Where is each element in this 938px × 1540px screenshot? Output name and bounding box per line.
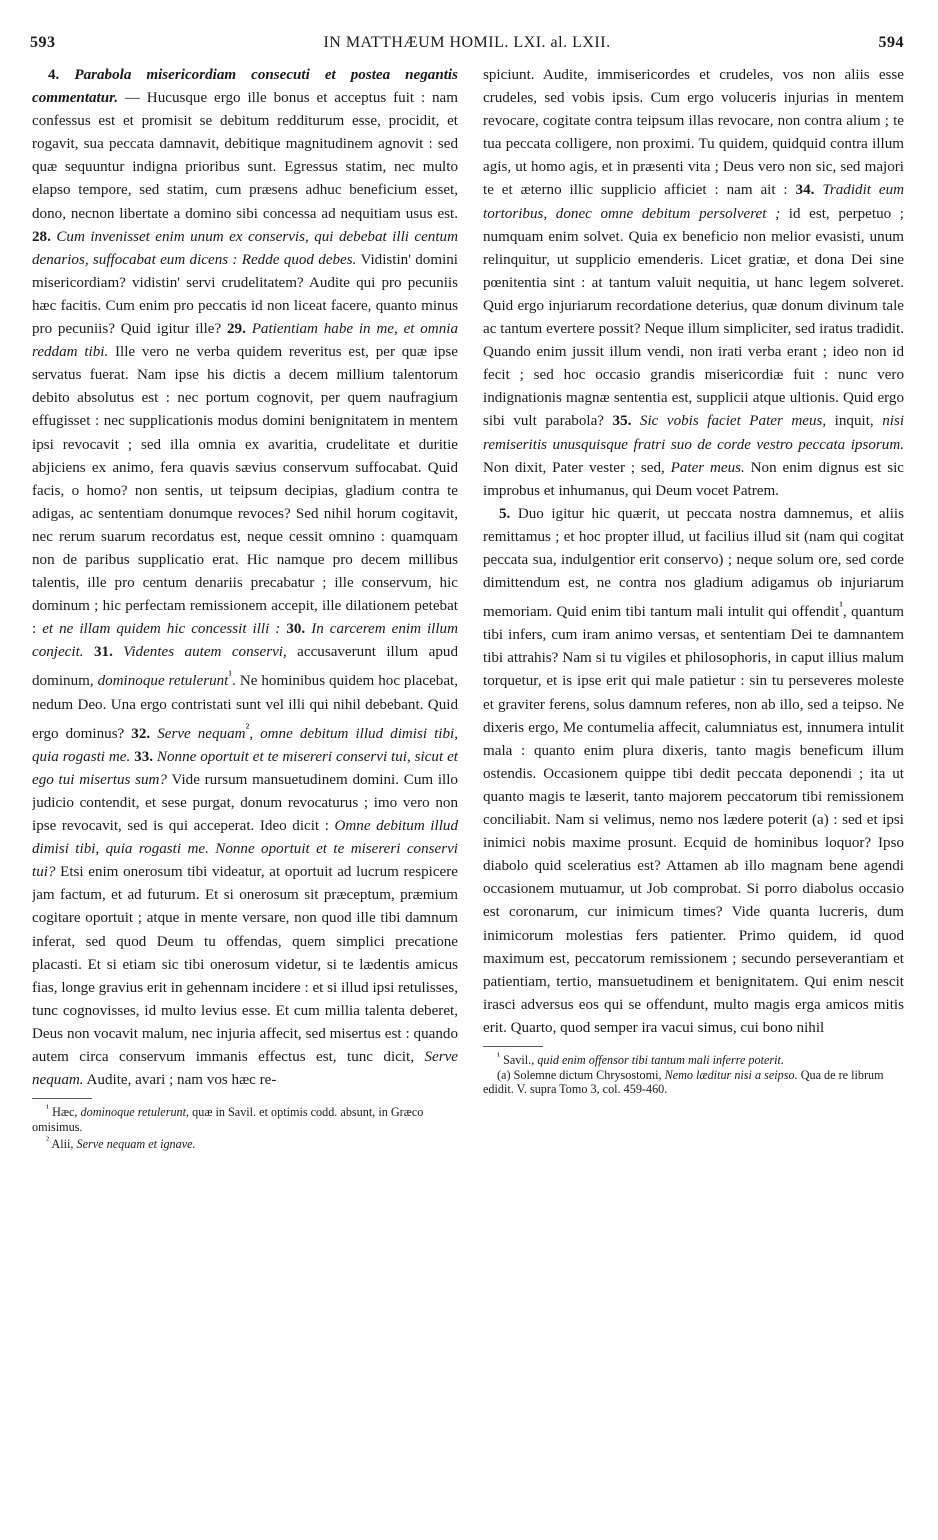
body-text: Non dixit, Pater vester ; sed, xyxy=(483,459,665,476)
footnote-text: Serve nequam et ignave. xyxy=(76,1137,196,1152)
footnote-2 xyxy=(32,1134,458,1152)
footnote-1 xyxy=(483,1050,904,1068)
body-text: id est, perpetuo ; numquam enim solvet. Quia ex beneficio non melior evasisti, unum relinquitur, ut supplicio emenderis. Licet gratiæ, et dona Dei sine pœnitentia sint : at tantum valuit nequitia, ut hanc legem solveret. Quid ergo injuriarum recordatione deterius, quæ donum divinum tale ac tantum evertere possit? Neque illum simpliciter, sed iratus tradidit. Quando enim jussit illum vendi, non irati verba erant ; ideo non id fecit ; sed hoc occasio grandis misericordiæ fuit : nunc vero indignationis magnæ sententia est, supplicii atque ultionis. Quid ergo sibi vult parabola? xyxy=(483,205,904,430)
verse-text: et ne illam quidem hic concessit illi : xyxy=(42,621,281,638)
footnote-marker: ² xyxy=(245,720,250,735)
page-number-left: 593 xyxy=(30,34,56,51)
verse-text: Omne debitum illud dimisi tibi, quia rogasti me. Nonne oportuit et te misereri conservi tui? xyxy=(32,818,458,881)
footnote-a xyxy=(483,1068,904,1097)
right-paragraph-continued xyxy=(483,64,904,503)
body-text: — Hucusque ergo ille bonus et acceptus fuit : nam confessus est et promisit se debitum redditurum esse, procidit, et rogavit, sua peccata damnavit, debitique magnitudinem agnovit : sed quæ sequuntur indigna prioribus sunt. Egressus statim, nec multo elapso tempore, sed statim, cum præsens adhuc beneficium esset, dono, necnon libertate a domino sibi concessa ad nequitiam usus est. xyxy=(32,90,458,222)
verse-number: 31. xyxy=(93,644,113,661)
footnote-text: Savil., xyxy=(503,1053,535,1068)
verse-text: Videntes autem conservi, xyxy=(123,644,287,661)
footnote-text: Hæc, xyxy=(52,1105,78,1120)
footnote-marker: ¹ xyxy=(46,1103,50,1115)
footnote-marker: ² xyxy=(46,1135,50,1147)
body-text: . Ne hominibus quidem hoc placebat, nedum Deo. Una ergo contristati sunt vel illi qui nihil debebant. Quid ergo dominus? xyxy=(32,673,458,742)
footnote-marker: ¹ xyxy=(497,1050,501,1062)
footnote-text: dominoque retulerunt, xyxy=(80,1105,190,1120)
verse-number: 28. xyxy=(32,228,51,245)
verse-text: In carcerem enim illum conjecit. xyxy=(32,621,458,661)
footnote-text: Nemo læditur nisi a seipso. xyxy=(664,1067,798,1082)
verse-number: 33. xyxy=(134,748,154,765)
footnote-rule xyxy=(483,1046,543,1047)
verse-number: 35. xyxy=(612,413,632,430)
verse-text: dominoque retulerunt xyxy=(97,673,229,690)
verse-number: 32. xyxy=(131,725,151,742)
verse-text: Sic vobis faciet Pater meus xyxy=(639,413,823,430)
verse-number: 34. xyxy=(795,182,815,199)
left-paragraph-4 xyxy=(32,64,458,1092)
section-number: 5. xyxy=(499,505,511,522)
verse-text: Nonne oportuit et te misereri conservi tui, sicut et ego tui misertus sum? xyxy=(32,748,458,788)
body-text: spiciunt. Audite, immisericordes et crudeles, vos non aliis esse crudeles, sed vobis ipsis. Cum ergo voluceris injurias in mentem revocare, cogitate contra teipsum illas revocare, non contra alium ; te tua peccata colligere, non proximi. Tu quidem, quidquid contra illum agis, ut homo agis, et in præsenti vita ; Deus vero non sic, sed majori te et æterno illic supplicio afficiet : nam ait : xyxy=(483,67,904,199)
verse-text: Serve nequam xyxy=(157,725,246,742)
verse-text: Pater meus. xyxy=(670,459,745,476)
footnote-text: Qua de re librum edidit. V. supra Tomo 3, col. 459-460. xyxy=(483,1067,884,1097)
body-text: Ille vero ne verba quidem reveritus est, per quæ ipse servatus fuerat. Nam ipse his dictis a decem millium talentorum debito absolutus est : nec portum cognovit, per quem naufragium effugisset : nec supplicationis modus domini benignitatem in mentem ipsi revocavit ; sed illa omnia ex avaritia, crudelitate et duritie abjiciens ex animo, fera quavis sævius conservum suffocabat. Quid facis, o homo? non sentis, ut teipsum decipias, gladium contra te adigas, ac sententiam donumque revoces? Sed nihil horum cogitavit, nec rerum suarum recordatus est, neque cessit omnino : quamquam non de paribus supplicatio erat. Hic namque pro decem millibus talentis, ille pro centum denariis precabatur ; ille conservum, hic dominum ; hic perfectam remissionem accepit, ille dilationem petebat : xyxy=(32,344,458,638)
body-text: Duo igitur hic quærit, ut peccata nostra damnemus, et aliis remittamus ; et hoc propter illud, ut facilius illud sit (nam qui cogitat peccata sua, indulgentior erit conservo) ; neque solum ore, sed corde dimittendum est, ne contra nos gladium adigamus ob injuriarum memoriam. Quid enim tibi tantum mali intulit qui offendit xyxy=(483,505,904,621)
footnote-text: Alii, xyxy=(51,1137,74,1152)
footnote-marker: ¹ xyxy=(228,668,233,683)
verse-number: 30. xyxy=(286,621,306,638)
footnote-text: quæ in Savil. et optimis codd. absunt, in Græco omisimus. xyxy=(32,1105,424,1134)
section-number: 4. xyxy=(48,67,60,83)
verse-text: Cum invenisset enim unum ex conservis, qui debebat illi centum denarios, suffocabat eum dicens : Redde quod debes. xyxy=(32,228,458,268)
body-text: Non enim dignus est sic improbus et inhumanus, qui Deum vocet Patrem. xyxy=(483,459,904,499)
footnote-marker: ¹ xyxy=(839,599,844,614)
footnote-text: quid enim offensor tibi tantum mali inferre poterit. xyxy=(537,1053,784,1068)
body-text: Vide rursum mansuetudinem domini. Cum illo judicio contendit, et sese purgat, donum revocaturus ; imo vero non ipse revocavit, sed is qui acceperat. Ideo dicit : xyxy=(32,771,458,835)
page-header xyxy=(30,34,904,56)
footnote-rule xyxy=(32,1098,92,1099)
right-footnotes xyxy=(483,1046,904,1097)
verse-text: Tradidit eum tortoribus, donec omne debitum persolveret ; xyxy=(483,182,904,222)
page-number-right: 594 xyxy=(878,34,904,51)
body-text: Etsi enim onerosum tibi videatur, at oportuit ad lucrum respicere jam factum, et ad futurum. Et si onerosum sit præceptum, præmium cogitare oportuit ; atque in mente versare, non quod ille tibi damnum inferat, sed quod Deum tu offendas, quem simplici precatione placasti. Et si etiam sic tibi onerosum videtur, si te lædentis amicus fias, longe gravius erit in gehennam incidere : et si illud ipsi retulisses, tunc cognovisses, id multo levius esse. Et cum millia talenta deberet, Deus non vocavit malum, nec injuria affecit, sed misertus est : quando autem circa conservum immanis effectus est, tunc dicit, xyxy=(32,864,458,1065)
left-column xyxy=(32,64,458,1152)
body-text: , inquit, xyxy=(822,413,874,430)
right-column xyxy=(483,64,904,1097)
body-text: , quantum tibi infers, cum iram animo versas, et sententiam Dei te damnantem tibi attrahis? Nam si tu vigiles et philosophoris, in caput illius malum torquetur, et is ipse erit qui male patietur : sin tu perseveres moleste et graviter ferens, solus damnum referes, non ab illo, sed a teipso. Ne dixeris ergo, Me contumelia affecit, calumniatus est, innumera intulit mala : quanto enim plura dixeris, tanto magis beneficum illum ostendis. Occasionem quippe tibi dedit peccata deponendi ; ita ut quanto magis te læserit, tanto majorem peccatorum tibi remissionem conciliabit. Nam si velimus, nemo nos lædere poterit (a) : sed et ipsi inimici nobis maxime prosunt. Ecquid de hominibus loquor? Ipso diabolo quid sceleratius est? Attamen ab illo magnam bene agendi occasionem mutuamur, ut Job comprobat. Si porro diabolus occasio est coronarum, cur inimicum times? Vide quanta lucreris, dum inimicorum molestias fers patienter. Primo quidem, id quod maximum est, peccatorum remissionem ; secundo perseverantiam et patientiam, tertio, mansuetudinem et benignitatem. Qui enim nescit irasci adversus eos qui se offendunt, multo magis erga amicos mitis erit. Quarto, quod semper ira vacui simus, cui bono nihil xyxy=(483,604,904,1036)
body-text: Audite, avari ; nam vos hæc re- xyxy=(86,1072,277,1089)
footnote-1 xyxy=(32,1102,458,1134)
footnote-text: Solemne dictum Chrysostomi, xyxy=(513,1067,662,1082)
footnote-marker: (a) xyxy=(497,1067,511,1082)
verse-number: 29. xyxy=(227,321,246,338)
verse-text: nisi remiseritis unusquisque fratri suo de corde vestro peccata ipsorum. xyxy=(483,413,904,453)
left-footnotes xyxy=(32,1098,458,1152)
right-paragraph-5 xyxy=(483,503,904,1040)
verse-text: , omne debitum illud dimisi tibi, quia rogasti me. xyxy=(32,725,458,765)
verse-text: Serve nequam. xyxy=(32,1049,458,1089)
running-title: IN MATTHÆUM HOMIL. LXI. al. LXII. xyxy=(323,34,611,51)
body-text: accusaverunt illum apud dominum, xyxy=(32,644,458,690)
verse-text: Patientiam habe in me, et omnia reddam tibi. xyxy=(32,321,458,361)
section-heading: Parabola misericordiam consecuti et postea negantis commentatur. xyxy=(32,67,458,107)
body-text: Vidistin' domini misericordiam? vidistin' servi crudelitatem? Audite qui pro pecuniis hæc facitis. Cum enim pro peccatis id non liceat facere, quanto minus pro pecuniis? Quid igitur ille? xyxy=(32,251,458,338)
